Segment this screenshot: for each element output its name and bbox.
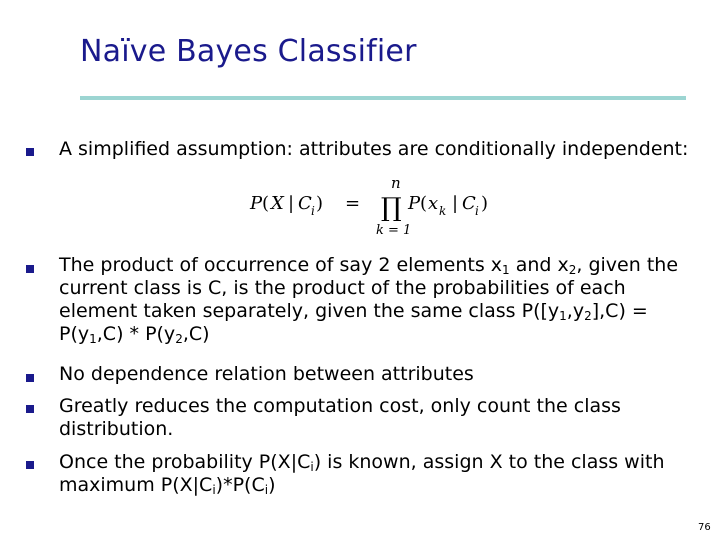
- bullet-2-sub-6: 2: [175, 332, 183, 346]
- bullet-marker-icon: [26, 461, 34, 469]
- bullet-1-text: A simplified assumption: attributes are conditionally independent:: [59, 138, 689, 160]
- bullet-3-text: No dependence relation between attributes: [59, 363, 474, 385]
- bullet-marker-icon: [26, 374, 34, 382]
- page-number: 76: [698, 522, 711, 533]
- bullet-2-sub-2: 2: [568, 263, 577, 277]
- formula-rhs-x: x: [428, 193, 439, 214]
- formula-lhs-close: ): [316, 193, 324, 214]
- slide-title: Naïve Bayes Classifier: [80, 34, 417, 69]
- naive-bayes-formula: [248, 176, 508, 238]
- bullet-2-text-e: ],C) = P(y: [59, 300, 648, 345]
- bullet-4-text: Greatly reduces the computation cost, only count the class distribution.: [59, 395, 621, 440]
- formula-rhs-P: P: [408, 193, 421, 214]
- bullet-text-reduces-cost: [59, 395, 699, 441]
- bullet-2-sub-1: 1: [502, 263, 510, 277]
- formula-prod-lower: k = 1: [376, 223, 412, 238]
- bullet-2-text-g: ,C): [182, 323, 210, 345]
- bullet-5-text-c: )*P(C: [215, 474, 265, 496]
- bullet-5-text-d: ): [268, 474, 276, 496]
- formula-lhs-bar: |: [288, 193, 295, 214]
- bullet-text-once-probability: [59, 451, 699, 497]
- formula-rhs-k: k: [439, 204, 447, 218]
- formula-prod-symbol: ∏: [381, 193, 402, 223]
- formula-lhs-open: (: [262, 193, 270, 214]
- bullet-marker-icon: [26, 148, 34, 156]
- formula-rhs-open: (: [420, 193, 428, 214]
- bullet-2-text-f: ,C) * P(y: [96, 323, 176, 345]
- bullet-marker-icon: [26, 265, 34, 273]
- bullet-2-text-c: , given the current class is C, is the product of the probabilities of each element taken separately, given the same class P([y: [59, 254, 679, 322]
- formula-svg: [248, 176, 508, 238]
- formula-rhs-close: ): [481, 193, 489, 214]
- formula-rhs-i: i: [475, 204, 479, 218]
- formula-equals: =: [345, 193, 361, 214]
- formula-lhs-X: X: [271, 193, 284, 214]
- formula-prod-upper: n: [391, 176, 401, 192]
- bullet-5-sub-1: i: [310, 460, 314, 474]
- formula-lhs-i: i: [311, 204, 315, 218]
- bullet-2-sub-3: 1: [559, 309, 567, 323]
- bullet-text-no-dependence: [59, 363, 699, 386]
- bullet-2-text-b: and x: [509, 254, 569, 276]
- bullet-5-text-a: Once the probability P(X|C: [59, 451, 311, 473]
- formula-rhs-bar: |: [452, 193, 459, 214]
- bullet-2-text-d: ,y: [566, 300, 585, 322]
- formula-lhs-P: P: [250, 193, 263, 214]
- bullet-2-sub-4: 2: [584, 309, 592, 323]
- bullet-marker-icon: [26, 405, 34, 413]
- bullet-2-sub-5: 1: [89, 332, 97, 346]
- bullet-5-text-b: ) is known, assign X to the class with maximum P(X|C: [59, 451, 665, 496]
- title-underline-divider: [80, 96, 686, 100]
- formula-lhs-C: C: [298, 193, 312, 214]
- bullet-5-sub-2: i: [212, 483, 216, 497]
- formula-rhs-C: C: [462, 193, 476, 214]
- bullet-5-sub-3: i: [264, 483, 269, 497]
- bullet-text-assumption: [59, 138, 699, 161]
- bullet-text-product: [59, 254, 699, 346]
- bullet-2-text-a: The product of occurrence of say 2 elements x: [59, 254, 503, 276]
